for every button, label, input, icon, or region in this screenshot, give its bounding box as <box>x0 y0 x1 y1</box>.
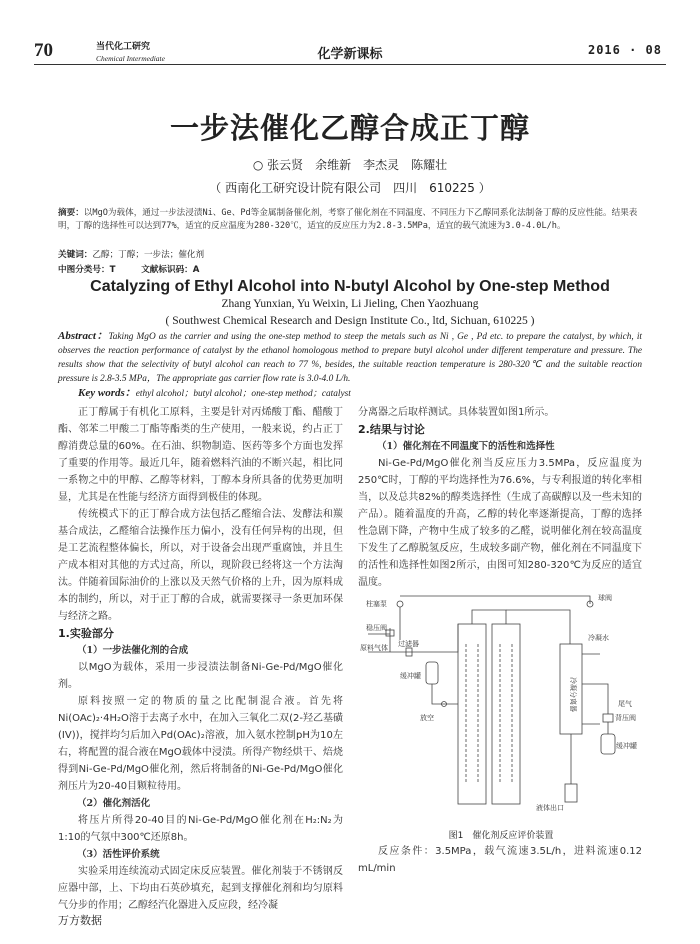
affiliation: （ 西南化工研究设计院有限公司 四川 610225 ） <box>209 181 491 195</box>
reactor <box>492 624 520 804</box>
buffer-tank <box>426 662 438 684</box>
paragraph: 反应条件：3.5MPa，载气流速3.5L/h，进料流速0.12 mL/min <box>358 846 642 874</box>
classification: 中图分类号：T 文献标识码：A <box>58 265 200 275</box>
buffer-pipe <box>432 684 458 704</box>
section-heading: 1.实验部分 <box>58 627 114 640</box>
header-rule <box>34 64 666 65</box>
abstract-cn <box>58 207 648 233</box>
label-feed-gas: 原料气体 <box>360 644 388 652</box>
feed-pipe <box>430 624 458 652</box>
subsection-heading: （3）活性评价系统 <box>77 849 160 860</box>
page-number: 70 <box>34 40 53 61</box>
liquid-collector <box>565 784 577 802</box>
label-tail-gas: 尾气 <box>618 700 632 708</box>
label-ball-valve: 球阀 <box>598 594 612 602</box>
subsection-heading: （2）催化剂活化 <box>77 798 151 809</box>
buffer-tank-2 <box>601 734 615 754</box>
english-authors: Zhang Yunxian, Yu Weixin, Li Jieling, Chen Yaozhuang <box>221 298 479 310</box>
label-liquid-out: 液体出口 <box>536 804 564 812</box>
reactor-link <box>472 610 506 624</box>
label-vent: 放空 <box>420 714 434 722</box>
label-separator: 冷凝分离器 <box>569 677 577 712</box>
keywords-label: 关键词： <box>58 250 93 260</box>
pump-symbol <box>397 601 403 607</box>
issue-date: 2016 · 08 <box>587 43 662 57</box>
label-buffer-2: 缓冲罐 <box>616 742 637 750</box>
apparatus-diagram <box>360 584 640 820</box>
abstract-label: 摘要： <box>58 208 84 218</box>
label-back-pressure: 背压阀 <box>615 714 636 722</box>
paragraph: 传统模式下的正丁醇合成方法包括乙醛缩合法、发酵法和羰基合成法，乙醛缩合法操作压力偏小，没有任何异构的出现，但是工艺流程整体偏长，所以，对于设备会出现严重腐蚀，并且生产成本相对其他的方式过高，所以，现阶段已经将这一个方法淘汰。伴随着国际油价的上涨以及天然气价格的上升，因为原料成本的制约，所以，对于正丁醇的合成，就需要探寻一条更加环保与经济之路。 <box>58 509 343 622</box>
paragraph: 将压片所得20-40目的Ni-Ge-Pd/MgO催化剂在H₂:N₂为1:10的气氛中300℃还原8h。 <box>58 815 343 843</box>
reaction-conditions <box>358 843 642 877</box>
journal-name-en: Chemical Intermediate <box>96 54 165 63</box>
top-pipe <box>400 596 590 604</box>
label-buffer: 缓冲罐 <box>400 672 421 680</box>
section-heading: 2.结果与讨论 <box>358 423 425 436</box>
column-title: 化学新课标 <box>317 47 383 62</box>
paragraph: 分离器之后取样测试。具体装置如图1所示。 <box>358 407 555 418</box>
paragraph: 以MgO为载体，采用一步浸渍法制备Ni-Ge-Pd/MgO催化剂。 <box>58 662 343 690</box>
figure-caption: 图1 催化剂反应评价装置 <box>448 831 554 841</box>
english-affiliation: ( Southwest Chemical Research and Design Institute Co., ltd, Sichuan, 610225 ) <box>165 315 535 327</box>
article-title: 一步法催化乙醇合成正丁醇 <box>169 111 530 145</box>
label-filter: 过滤器 <box>398 640 419 648</box>
paragraph: 原料按照一定的物质的量之比配制混合液。首先将Ni(OAc)₂·4H₂O溶于去离子水中，在加入三氧化二双(2-羟乙基磺(IV))，搅拌均匀后加入Pd(OAc)₂溶液，加入氨水控制pH为10左右，将配置的混合液在MgO载体中浸渍。所得产物经烘干、焙烧得到Ni-Ge-Pd/MgO催化剂，然后将制备的Ni-Ge-Pd/MgO催化剂压片为20-40目颗粒待用。 <box>58 696 343 792</box>
english-abstract-label: Abstract： <box>58 330 109 342</box>
vaporizer <box>458 624 486 804</box>
label-condenser: 冷凝水 <box>588 634 609 642</box>
label-pump: 柱塞泵 <box>366 600 387 608</box>
subsection-heading: （1）一步法催化剂的合成 <box>77 645 189 656</box>
label-regulator: 稳压阀 <box>366 624 387 632</box>
english-keywords <box>78 384 351 400</box>
subsection-heading: （1）催化剂在不同温度下的活性和选择性 <box>377 441 555 452</box>
paragraph: Ni-Ge-Pd/MgO催化剂当反应压力3.5MPa，反应温度为250℃时，丁醇的平均选择性为76.6%，与专利报道的转化率相当，以及总共82%的醇类选择性（生成了高碳醇以及一些未知的产品）。随着温度的升高，乙醇的转化率逐渐提高，丁醇的选择性急剧下降，产物中生成了较多的乙醛，说明催化剂在较高温度下发生了乙醇脱氢反应，生成较多副产物，催化剂在不同温度下的活性和选择性如图2所示，由图可知280-320℃为反应的适宜温度。 <box>358 458 642 588</box>
keywords-text: 乙醇；丁醇；一步法；催化剂 <box>92 250 205 260</box>
authors: ○ 张云贤 余维新 李杰灵 陈耀壮 <box>252 158 448 172</box>
body-right-column <box>358 404 642 591</box>
keywords-cn <box>58 248 204 260</box>
cooling-water <box>582 654 600 724</box>
journal-name-cn: 当代化工研究 <box>96 42 151 52</box>
english-title: Catalyzing of Ethyl Alcohol into N-butyl Alcohol by One-step Method <box>90 278 610 295</box>
to-condenser <box>506 610 570 644</box>
english-keywords-label: Key words： <box>78 387 136 399</box>
footer-watermark: 万方数据 <box>58 914 102 927</box>
paragraph: 正丁醇属于有机化工原料，主要是针对丙烯酸丁酯、醋酸丁酯、邻苯二甲酸二丁酯等酯类的生产使用，一般来说，约占正丁醇消费总量的60%。在石油、织物制造、医药等多个方面也发挥了重要的作用等。最近几年，随着燃料汽油的不断兴起，相比同一系物之中的甲醇、乙醇等材料，丁醇本身所具备的优势更加明显，尤其是在性能与经济方面得到极佳的体现。 <box>58 407 343 503</box>
paragraph: 实验采用连续流动式固定床反应装置。催化剂装于不锈钢反应器中部，上、下均由石英砂填充，起到支撑催化剂和均匀原料气分步的作用；乙醇经汽化器进入反应段，经冷凝 <box>58 866 343 911</box>
back-pressure-valve <box>603 714 613 722</box>
english-abstract-text: Taking MgO as the carrier and using the one-step method to steep the metals such as Ni , Ge , Pd etc. to prepare the catalyst, by which, it observes the reaction performance of catalyst by the ethanol homologous method to prepare butyl alcohol under different temperature and pressure. The results show that the selectivity of butyl alcohol can reach to 77 %, besides, the suitable reaction temperature is 280-320℃ and the suitable reaction pressure is 2.8-3.5 MPa，The appropriate gas carrier flow rate is 3.0-4.0 L/h. <box>58 332 642 384</box>
english-keywords-text: ethyl alcohol；butyl alcohol；one-step method；catalyst <box>135 389 351 399</box>
body-left-column <box>58 404 343 914</box>
tail-gas-pipe <box>582 684 608 714</box>
english-abstract <box>58 329 642 386</box>
abstract-text: 以MgO为载体，通过一步法浸渍Ni、Ge、Pd等金属制备催化剂，考察了催化剂在不同温度、不同压力下乙醇同系化法制备丁醇的反应性能。结果表明，丁醇的选择性可以达到77%，适宜的反应温度为280-320℃，适宜的反应压力为2.8-3.5MPa，适宜的载气流速为3.0-4.0L/h。 <box>58 208 638 231</box>
heating-zone <box>466 644 512 784</box>
